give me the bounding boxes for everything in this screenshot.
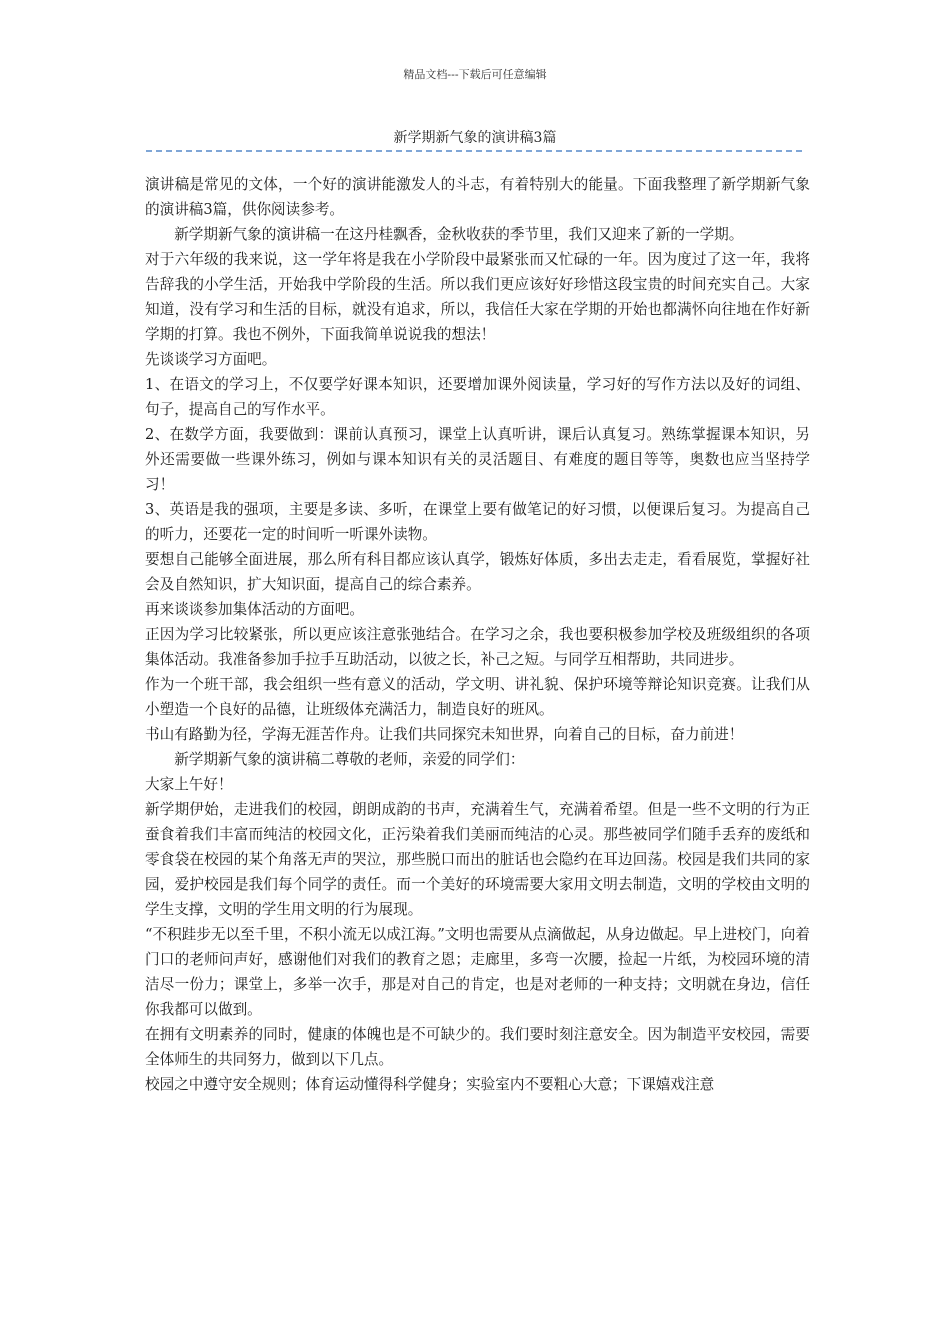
body-paragraph: 大家上午好！ [145,776,233,793]
body-paragraph: 在拥有文明素养的同时，健康的体魄也是不可缺少的。我们要时刻注意安全。因为制造平安校园，需要全体师生的共同努力，做到以下几点。 [145,1026,810,1068]
body-paragraph: 新学期伊始，走进我们的校园，朗朗成韵的书声，充满着生气，充满着希望。但是一些不文明的行为正蚕食着我们丰富而纯洁的校园文化，正污染着我们美丽而纯洁的心灵。那些被同学们随手丢弃的废纸和零食袋在校园的某个角落无声的哭泣，那些脱口而出的脏话也会隐约在耳边回荡。校园是我们共同的家园，爱护校园是我们每个同学的责任。而一个美好的环境需要大家用文明去制造，文明的学校由文明的学生支撑，文明的学生用文明的行为展现。 [145,801,810,918]
body-paragraph: 正因为学习比较紧张，所以更应该注意张弛结合。在学习之余，我也要积极参加学校及班级组织的各项集体活动。我准备参加手拉手互助活动，以彼之长，补己之短。与同学互相帮助，共同进步。 [145,626,810,668]
body-paragraph: 对于六年级的我来说，这一学年将是我在小学阶段中最紧张而又忙碌的一年。因为度过了这一年，我将告辞我的小学生活，开始我中学阶段的生活。所以我们更应该好好珍惜这段宝贵的时间充实自己。大家知道，没有学习和生活的目标，就没有追求，所以，我信任大家在学期的开始也都满怀向往地在作好新学期的打算。我也不例外，下面我简单说说我的想法！ [145,251,810,343]
body-paragraph: 校园之中遵守安全规则；体育运动懂得科学健身；实验室内不要粗心大意；下课嬉戏注意 [145,1076,715,1093]
document-body [145,172,810,1097]
header-note: 精品文档---下载后可任意编辑 [403,68,547,81]
body-paragraph: 作为一个班干部，我会组织一些有意义的活动，学文明、讲礼貌、保护环境等辩论知识竞赛。让我们从小塑造一个良好的品德，让班级体充满活力，制造良好的班风。 [145,676,810,718]
document-title: 新学期新气象的演讲稿3篇 [393,130,557,146]
body-paragraph: 再来谈谈参加集体活动的方面吧。 [145,601,364,618]
body-paragraph: 新学期新气象的演讲稿二尊敬的老师，亲爱的同学们： [174,751,525,768]
body-paragraph: 演讲稿是常见的文体，一个好的演讲能激发人的斗志，有着特别大的能量。下面我整理了新学期新气象的演讲稿3篇，供你阅读参考。 [145,176,810,218]
body-paragraph: 2、在数学方面，我要做到：课前认真预习，课堂上认真听讲，课后认真复习。熟练掌握课本知识，另外还需要做一些课外练习，例如与课本知识有关的灵活题目、有难度的题目等等，奥数也应当坚持学习！ [145,426,810,493]
body-paragraph: “不积跬步无以至千里，不积小流无以成江海。”文明也需要从点滴做起，从身边做起。早上进校门，向着门口的老师问声好，感谢他们对我们的教育之恩；走廊里，多弯一次腰，捡起一片纸，为校园环境的清洁尽一份力；课堂上，多举一次手，那是对自己的肯定，也是对老师的一种支持；文明就在身边，信任你我都可以做到。 [145,926,810,1018]
body-paragraph: 先谈谈学习方面吧。 [145,351,277,368]
body-paragraph: 3、英语是我的强项，主要是多读、多听，在课堂上要有做笔记的好习惯，以便课后复习。为提高自己的听力，还要花一定的时间听一听课外读物。 [145,501,810,543]
title-divider [146,150,802,152]
body-paragraph: 新学期新气象的演讲稿一在这丹桂飘香，金秋收获的季节里，我们又迎来了新的一学期。 [174,226,744,243]
body-paragraph: 1、在语文的学习上，不仅要学好课本知识，还要增加课外阅读量，学习好的写作方法以及好的词组、句子，提高自己的写作水平。 [145,376,810,418]
body-paragraph: 要想自己能够全面进展，那么所有科目都应该认真学，锻炼好体质，多出去走走，看看展览，掌握好社会及自然知识，扩大知识面，提高自己的综合素养。 [145,551,810,593]
body-paragraph: 书山有路勤为径，学海无涯苦作舟。让我们共同探究未知世界，向着自己的目标，奋力前进！ [145,726,744,743]
